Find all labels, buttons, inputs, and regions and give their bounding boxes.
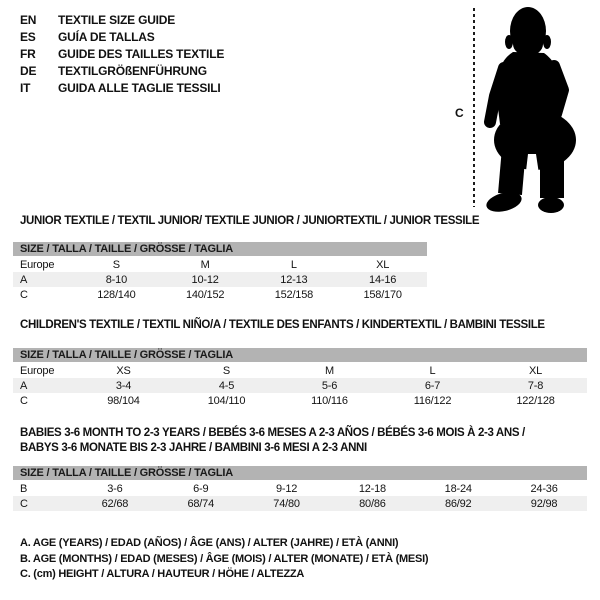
junior-size-header-bar: SIZE / TALLA / TAILLE / GRÖSSE / TAGLIA [13,242,427,256]
note-line: B. AGE (MONTHS) / EDAD (MESES) / ÂGE (MOIS) / ALTER (MONATE) / ETÀ (MESI) [20,552,429,565]
size-cell: 12-13 [280,273,308,286]
row-label: A [20,273,28,286]
size-cell: 10-12 [191,273,219,286]
children-size-table [13,363,587,408]
junior-size-table [13,257,427,302]
size-cell: 6-9 [193,482,209,495]
measure-c-label: C [455,106,464,120]
language-code: ES [20,30,36,44]
babies-table-title [13,426,587,456]
children-textile-section [13,318,587,408]
size-cell: XS [116,364,131,377]
note-line: A. AGE (YEARS) / EDAD (AÑOS) / ÂGE (ANS) / ALTER (JAHRE) / ETÀ (ANNI) [20,537,399,549]
language-code: EN [20,13,37,27]
children-size-header-bar: SIZE / TALLA / TAILLE / GRÖSSE / TAGLIA [13,348,587,362]
language-title: GUIDA ALLE TAGLIE TESSILI [58,81,221,95]
junior-textile-section [13,214,480,302]
table-row [13,496,587,511]
language-title: GUÍA DE TALLAS [58,30,155,44]
size-cell: S [222,364,231,377]
size-cell: 80/86 [359,497,386,510]
note-line: C. (cm) HEIGHT / ALTURA / HAUTEUR / HÖHE / ALTEZZA [20,568,305,580]
language-code: IT [20,81,31,95]
size-cell: M [325,364,334,377]
size-cell: 18-24 [444,482,472,495]
legend-notes [20,536,428,583]
size-cell: 8-10 [105,273,127,286]
table-row [13,363,587,378]
language-code: DE [20,64,37,78]
table-title-line: CHILDREN'S TEXTILE / TEXTIL NIÑO/A / TEXTILE DES ENFANTS / KINDERTEXTIL / BAMBINI TESSILE [20,319,545,331]
table-row [13,257,427,272]
table-title-line: BABYS 3-6 MONATE BIS 2-3 JAHRE / BAMBINI 3-6 MESI A 2-3 ANNI [20,442,367,454]
size-cell: 152/158 [274,288,314,301]
language-row [20,46,224,63]
row-label: C [20,497,28,510]
size-cell: M [200,258,210,271]
size-cell: 7-8 [527,379,544,392]
babies-textile-section [13,426,587,511]
size-cell: 68/74 [187,497,214,510]
size-cell: 92/98 [530,497,558,510]
table-row [13,378,587,393]
size-cell: L [429,364,436,377]
size-cell: 158/170 [363,288,402,301]
size-cell: 86/92 [444,497,472,510]
size-cell: 62/68 [101,497,129,510]
size-cell: 98/104 [107,394,140,407]
babies-size-header-bar: SIZE / TALLA / TAILLE / GRÖSSE / TAGLIA [13,466,587,480]
table-row [13,481,587,496]
table-row [13,393,587,408]
row-label: A [20,379,28,392]
table-row [13,272,427,287]
size-cell: 14-16 [369,273,397,286]
babies-size-table [13,481,587,511]
size-cell: 122/128 [516,394,555,407]
row-label: B [20,482,28,495]
size-cell: 3-4 [115,379,132,392]
size-cell: 116/122 [413,394,452,407]
row-label: C [20,288,28,301]
table-row [13,287,427,302]
size-cell: XL [376,258,390,271]
size-cell: 5-6 [321,379,338,392]
size-cell: 110/116 [311,394,348,407]
table-title-line: BABIES 3-6 MONTH TO 2-3 YEARS / BEBÉS 3-6 MESES A 2-3 AÑOS / BÉBÉS 3-6 MOIS À 2-3 ANS / [20,427,525,439]
size-cell: 24-36 [530,482,558,495]
size-cell: 74/80 [273,497,300,510]
size-cell: 104/110 [207,394,246,407]
size-cell: 6-7 [424,379,441,392]
size-cell: S [112,258,120,271]
row-label: Europe [20,364,55,377]
language-row [20,80,224,97]
children-table-title [13,318,587,333]
size-cell: 9-12 [275,482,298,495]
size-cell: XL [528,364,543,377]
size-cell: 140/152 [185,288,225,301]
toddler-silhouette-image [483,0,597,214]
language-title: TEXTILE SIZE GUIDE [58,13,176,27]
height-dashed-line [473,8,475,207]
size-cell: 4-5 [218,379,235,392]
row-label: C [20,394,28,407]
size-cell: 128/140 [97,288,136,301]
language-code: FR [20,47,36,61]
language-row [20,63,224,80]
language-list [20,12,224,97]
language-row [20,29,224,46]
language-title: TEXTILGRÖßENFÜHRUNG [58,64,207,78]
size-cell: 12-18 [358,482,386,495]
language-title: GUIDE DES TAILLES TEXTILE [58,47,225,61]
size-cell: 3-6 [107,482,123,495]
row-label: Europe [20,258,55,271]
junior-table-title [13,214,480,229]
table-title-line: JUNIOR TEXTILE / TEXTIL JUNIOR/ TEXTILE JUNIOR / JUNIORTEXTIL / JUNIOR TESSILE [20,215,480,227]
size-cell: L [290,258,297,271]
language-row [20,12,224,29]
